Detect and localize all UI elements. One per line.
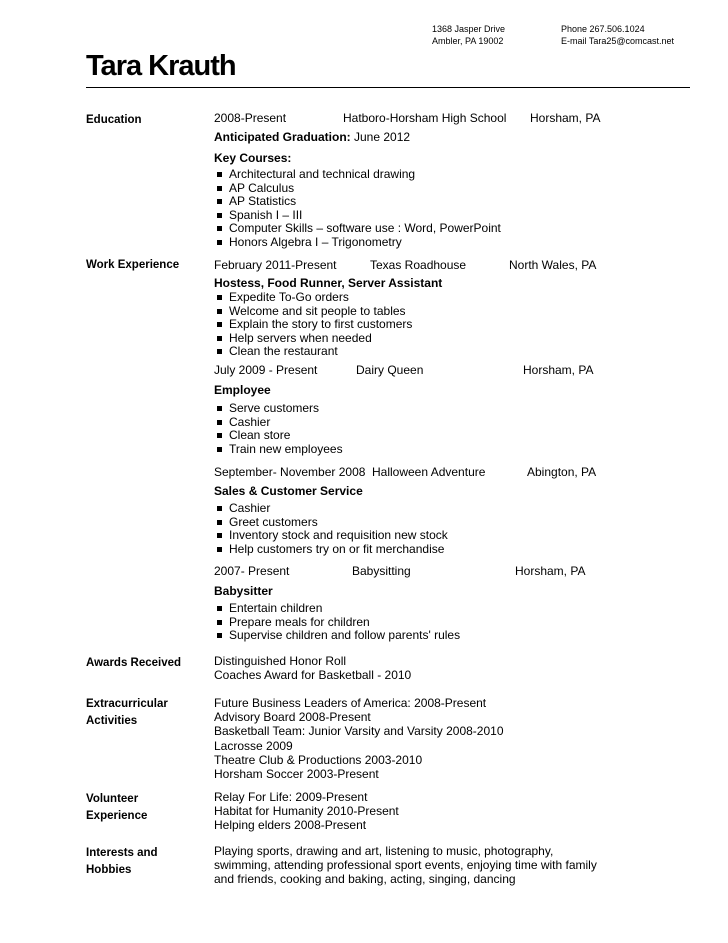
volunteer-list <box>214 790 399 833</box>
list-item: Coaches Award for Basketball - 2010 <box>214 668 412 683</box>
courses-list <box>216 168 501 250</box>
list-item: Computer Skills – software use : Word, PowerPoint <box>216 222 501 236</box>
list-item: Supervise children and follow parents' rules <box>216 629 460 643</box>
section-label-interests <box>86 845 158 879</box>
duties-list <box>216 291 412 359</box>
list-item: Helping elders 2008-Present <box>214 818 367 833</box>
job-employer: Halloween Adventure <box>372 465 486 479</box>
list-item: Inventory stock and requisition new stock <box>216 529 448 543</box>
job-employer: Texas Roadhouse <box>370 258 467 272</box>
contact-address <box>432 23 505 47</box>
graduation-line <box>214 130 410 144</box>
label-line: Activities <box>86 715 138 727</box>
education-dates: 2008-Present <box>214 111 287 125</box>
list-item: Basketball Team: Junior Varsity and Varsity 2008-2010 <box>214 724 504 739</box>
list-item: Distinguished Honor Roll <box>214 654 347 668</box>
list-item: Help servers when needed <box>216 332 412 346</box>
text-line: Playing sports, drawing and art, listening to music, photography, <box>214 844 554 858</box>
list-item: Cashier <box>216 416 343 430</box>
education-location: Horsham, PA <box>530 111 601 125</box>
candidate-name: Tara Krauth <box>86 50 236 82</box>
duties-list <box>216 502 448 556</box>
phone: Phone 267.506.1024 <box>561 24 645 34</box>
job-location: Abington, PA <box>527 465 597 479</box>
extracurricular-list <box>214 696 504 781</box>
job-dates: September- November 2008 <box>214 465 366 479</box>
duties-list <box>216 402 343 456</box>
job-location: Horsham, PA <box>515 564 586 578</box>
address-line-1: 1368 Jasper Drive <box>432 24 506 34</box>
text-line: and friends, cooking and baking, acting, singing, dancing <box>214 872 516 887</box>
job-employer: Dairy Queen <box>356 363 424 377</box>
section-label-awards: Awards Received <box>86 657 182 669</box>
list-item: Explain the story to first customers <box>216 318 412 332</box>
awards-list <box>214 654 411 682</box>
section-label-education: Education <box>86 114 142 126</box>
list-item: Advisory Board 2008-Present <box>214 710 371 725</box>
list-item: Relay For Life: 2009-Present <box>214 790 368 804</box>
key-courses-title: Key Courses: <box>214 151 292 165</box>
section-label-volunteer <box>86 791 147 825</box>
list-item: Habitat for Humanity 2010-Present <box>214 804 399 819</box>
job-location: Horsham, PA <box>523 363 594 377</box>
text-line: swimming, attending professional sport events, enjoying time with family <box>214 858 597 873</box>
section-label-extracurricular <box>86 696 168 730</box>
interests-text <box>214 844 597 887</box>
list-item: Greet customers <box>216 516 448 530</box>
job-employer: Babysitting <box>352 564 411 578</box>
job-title: Babysitter <box>214 584 273 598</box>
job-title: Employee <box>214 383 271 397</box>
address-line-2: Ambler, PA 19002 <box>432 36 504 46</box>
list-item: Entertain children <box>216 602 460 616</box>
job-dates: February 2011-Present <box>214 258 337 272</box>
job-dates: 2007- Present <box>214 564 290 578</box>
list-item: Clean the restaurant <box>216 345 412 359</box>
list-item: Cashier <box>216 502 448 516</box>
email: E-mail Tara25@comcast.net <box>561 36 675 46</box>
header-rule <box>86 87 690 88</box>
list-item: Serve customers <box>216 402 343 416</box>
list-item: Clean store <box>216 429 343 443</box>
label-line: Volunteer <box>86 793 139 805</box>
graduation-value: June 2012 <box>350 130 411 144</box>
list-item: Architectural and technical drawing <box>216 168 501 182</box>
label-line: Extracurricular <box>86 698 168 710</box>
label-line: Hobbies <box>86 864 132 876</box>
education-school: Hatboro-Horsham High School <box>343 111 507 125</box>
section-label-work: Work Experience <box>86 259 180 271</box>
contact-phone-email <box>561 23 674 47</box>
list-item: Honors Algebra I – Trigonometry <box>216 236 501 250</box>
label-line: Interests and <box>86 847 158 859</box>
list-item: Prepare meals for children <box>216 616 460 630</box>
list-item: Lacrosse 2009 <box>214 738 293 753</box>
duties-list <box>216 602 460 643</box>
graduation-label: Anticipated Graduation: <box>214 130 351 144</box>
list-item: Future Business Leaders of America: 2008-Present <box>214 696 487 710</box>
job-dates: July 2009 - Present <box>214 363 318 377</box>
list-item: Welcome and sit people to tables <box>216 305 412 319</box>
list-item: Horsham Soccer 2003-Present <box>214 767 379 782</box>
list-item: Spanish I – III <box>216 209 501 223</box>
list-item: AP Calculus <box>216 182 501 196</box>
job-title: Hostess, Food Runner, Server Assistant <box>214 276 443 290</box>
job-location: North Wales, PA <box>509 258 597 272</box>
list-item: Help customers try on or fit merchandise <box>216 543 448 557</box>
list-item: Train new employees <box>216 443 343 457</box>
list-item: Expedite To-Go orders <box>216 291 412 305</box>
list-item: AP Statistics <box>216 195 501 209</box>
list-item: Theatre Club & Productions 2003-2010 <box>214 752 423 767</box>
label-line: Experience <box>86 810 148 822</box>
job-title: Sales & Customer Service <box>214 484 363 498</box>
